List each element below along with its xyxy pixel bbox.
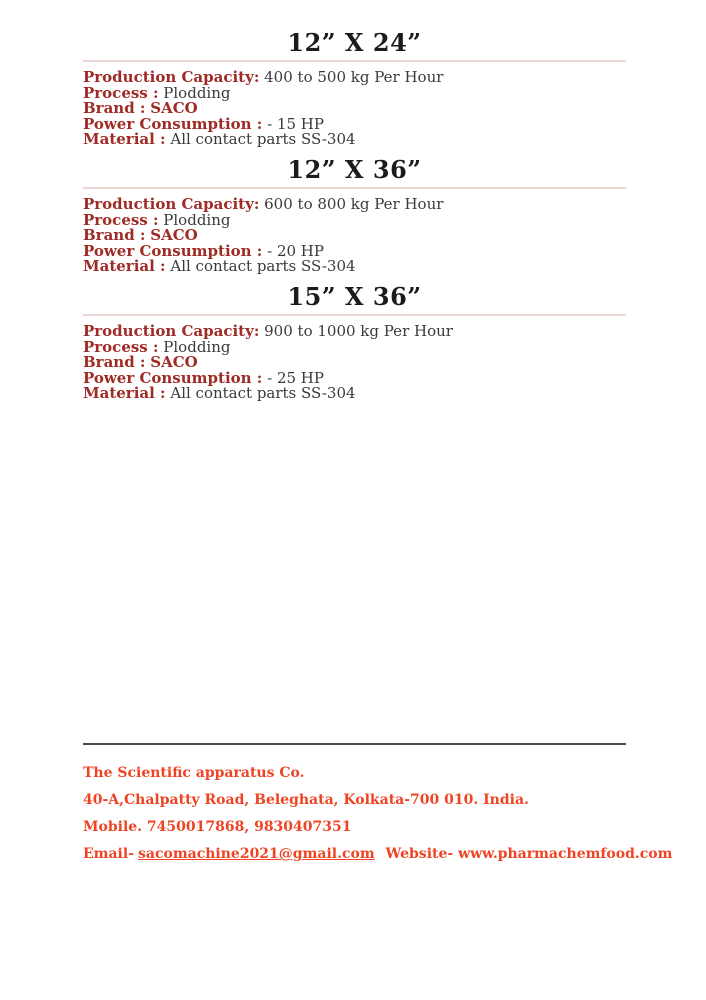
spec-value: Plodding bbox=[163, 210, 231, 229]
company-name: The Scientific apparatus Co. bbox=[83, 765, 305, 781]
spec-value: All contact parts SS-304 bbox=[170, 384, 356, 403]
section-title: 15” X 36” bbox=[287, 281, 422, 311]
spec-label: Power Consumption : bbox=[83, 114, 263, 133]
company-mobile: Mobile. 7450017868, 9830407351 bbox=[83, 819, 352, 835]
spec-value: Plodding bbox=[163, 83, 231, 102]
product-section-12x36 bbox=[83, 154, 626, 276]
footer-divider bbox=[83, 743, 626, 745]
spec-value: All contact parts SS-304 bbox=[170, 257, 356, 276]
section-title: 12” X 24” bbox=[287, 28, 422, 57]
spec-value: SACO bbox=[150, 99, 198, 118]
spec-value: SACO bbox=[150, 353, 198, 372]
spec-value: SACO bbox=[150, 226, 198, 245]
spec-label: Power Consumption : bbox=[83, 368, 263, 387]
email-line bbox=[83, 846, 673, 862]
spec-value: 900 to 1000 kg Per Hour bbox=[264, 321, 453, 340]
spec-row-material bbox=[83, 132, 626, 148]
spec-row-material bbox=[83, 386, 626, 402]
company-address: 40-A,Chalpatty Road, Beleghata, Kolkata-700 010. India. bbox=[83, 792, 529, 808]
spec-label: Brand : bbox=[83, 99, 146, 118]
spec-value: 400 to 500 kg Per Hour bbox=[264, 68, 444, 86]
spec-label: Process : bbox=[83, 83, 159, 102]
section-title: 12” X 36” bbox=[287, 154, 422, 184]
spec-label: Process : bbox=[83, 210, 159, 229]
spec-label: Brand : bbox=[83, 226, 146, 245]
section-divider bbox=[83, 187, 626, 189]
spec-row-material bbox=[83, 259, 626, 275]
spec-label: Material : bbox=[83, 257, 166, 276]
spec-list bbox=[83, 321, 626, 403]
spec-label: Production Capacity: bbox=[83, 68, 260, 86]
spec-value: 600 to 800 kg Per Hour bbox=[264, 194, 444, 213]
footer bbox=[83, 743, 673, 862]
spec-list bbox=[83, 194, 626, 276]
spec-label: Power Consumption : bbox=[83, 241, 263, 260]
section-divider bbox=[83, 314, 626, 316]
email-label: Email- bbox=[83, 846, 135, 862]
content bbox=[0, 28, 706, 403]
product-section-12x24 bbox=[83, 28, 626, 149]
spec-value: - 15 HP bbox=[267, 114, 324, 133]
spec-label: Production Capacity: bbox=[83, 194, 260, 213]
spec-label: Brand : bbox=[83, 353, 146, 372]
spec-label: Process : bbox=[83, 337, 159, 356]
spec-value: Plodding bbox=[163, 337, 231, 356]
spec-label: Material : bbox=[83, 130, 166, 149]
spec-value: All contact parts SS-304 bbox=[170, 130, 356, 149]
spec-value: - 25 HP bbox=[267, 368, 324, 387]
email-link[interactable]: sacomachine2021@gmail.com bbox=[138, 846, 375, 862]
spec-list bbox=[83, 70, 626, 148]
section-divider bbox=[83, 60, 626, 62]
product-section-15x36 bbox=[83, 281, 626, 403]
spec-label: Production Capacity: bbox=[83, 321, 260, 340]
spec-label: Material : bbox=[83, 384, 166, 403]
website-text: Website- www.pharmachemfood.com bbox=[385, 846, 673, 862]
spec-value: - 20 HP bbox=[267, 241, 324, 260]
